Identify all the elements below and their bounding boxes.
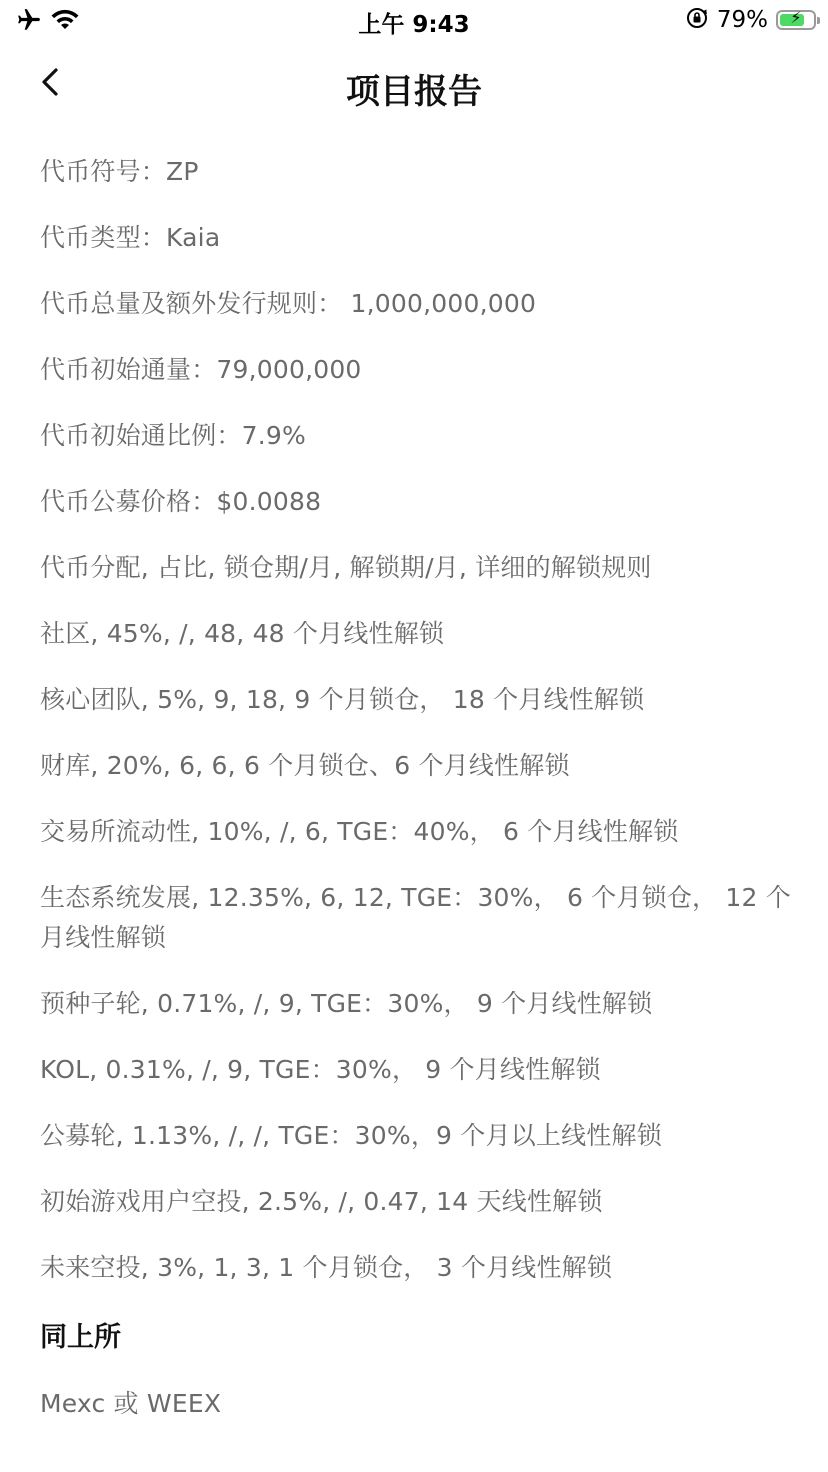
exchange-section-title: 同上所 <box>40 1322 121 1353</box>
initial-circulation-line: 代币初始通量：79,000,000 <box>40 355 362 384</box>
allocation-pre-seed-line: 预种子轮, 0.71%, /, 9, TGE：30%， 9 个月线性解锁 <box>40 989 653 1018</box>
token-supply-line: 代币总量及额外发行规则： 1,000,000,000 <box>40 289 537 318</box>
page-title: 项目报告 <box>346 72 482 112</box>
token-symbol-line: 代币符号：ZP <box>40 157 199 186</box>
allocation-kol-line: KOL, 0.31%, /, 9, TGE：30%， 9 个月线性解锁 <box>40 1055 601 1084</box>
allocation-public-sale-line: 公募轮, 1.13%, /, /, TGE：30%，9 个月以上线性解锁 <box>40 1121 662 1150</box>
status-time: 上午 9:43 <box>358 12 470 38</box>
allocation-exchange-liquidity-line: 交易所流动性, 10%, /, 6, TGE：40%， 6 个月线性解锁 <box>40 817 679 846</box>
charging-bolt-icon: ⚡ <box>790 8 802 27</box>
allocation-ecosystem-line: 生态系统发展, 12.35%, 6, 12, TGE：30%， 6 个月锁仓， 12 个月线性解锁 <box>40 883 791 952</box>
token-type-line: 代币类型：Kaia <box>40 223 221 252</box>
status-right <box>685 6 816 34</box>
allocation-community-line: 社区, 45%, /, 48, 48 个月线性解锁 <box>40 619 445 648</box>
initial-circulation-ratio-line: 代币初始通比例：7.9% <box>40 421 306 450</box>
allocation-initial-airdrop-line: 初始游戏用户空投, 2.5%, /, 0.47, 14 天线性解锁 <box>40 1187 603 1216</box>
rotation-lock-icon <box>685 6 709 34</box>
battery-cap <box>817 17 820 24</box>
allocation-header-line: 代币分配, 占比, 锁仓期/月, 解锁期/月, 详细的解锁规则 <box>40 553 652 582</box>
allocation-future-airdrop-line: 未来空投, 3%, 1, 3, 1 个月锁仓， 3 个月线性解锁 <box>40 1253 613 1282</box>
nav-bar <box>0 52 828 116</box>
allocation-core-team-line: 核心团队, 5%, 9, 18, 9 个月锁仓， 18 个月线性解锁 <box>40 685 645 714</box>
battery-percent: 79% <box>716 7 768 33</box>
battery-icon <box>776 10 816 30</box>
report-content <box>40 152 800 1450</box>
exchange-text: Mexc 或 WEEX <box>40 1389 222 1418</box>
allocation-treasury-line: 财库, 20%, 6, 6, 6 个月锁仓、6 个月线性解锁 <box>40 751 570 780</box>
public-sale-price-line: 代币公募价格：$0.0088 <box>40 487 322 516</box>
status-bar <box>0 0 828 44</box>
